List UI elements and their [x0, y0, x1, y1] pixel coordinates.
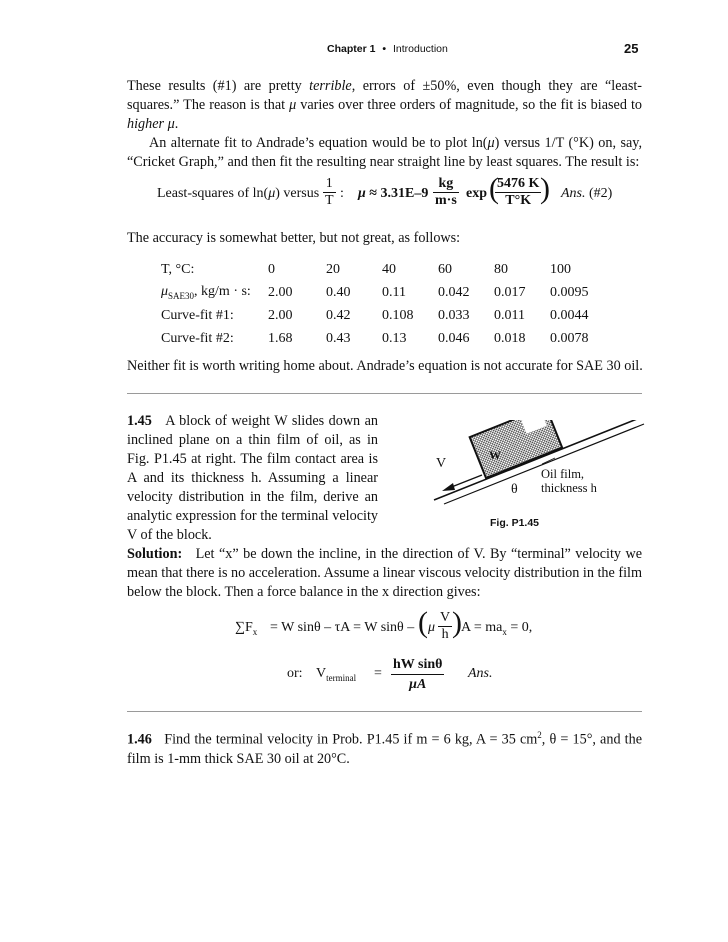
intro-paragraph-1: These results (#1) are pretty terrible, errors of ±50%, even though they are “least-squares.” The reason is that μ varies over three orders of magnitude, so the fit is biased to higher μ. — [127, 78, 643, 132]
problem-1-46: 1.46 Find the terminal velocity in Prob. P1.45 if m = 6 kg, A = 35 $cm^2$, θ = 15°, and the film is 1-mm thick SAE 30 oil at 20°C. — [127, 730, 643, 767]
oil-film-label: Oil film, thickness h — [541, 467, 597, 495]
header-bullet: • — [382, 43, 387, 55]
intro-paragraph-2: An alternate fit to Andrade’s equation would be to plot ln(μ) versus 1/T (°K) on, say, “Cricket Graph,” and then fit the resulting near straight line by least squares. The result is: — [127, 135, 642, 170]
table-row: Curve-fit #2: 1.68 0.43 0.13 0.046 0.018 0.0078 — [161, 330, 589, 346]
solution-paragraph: Solution: Let “x” be down the incline, in the direction of V. By “terminal” velocity we mean that there is no acceleration. Assume a linear viscous velocity distribution in the film below the block. Then a force balance in the x direction gives: — [127, 546, 643, 600]
section-label: Introduction — [392, 43, 448, 55]
incline-figure — [420, 420, 645, 516]
neither-sentence: Neither fit is worth writing home about. Andrade’s equation is not accurate for SAE 30 oil. — [127, 358, 643, 374]
terminal-fraction: $\frac{\text{hW sinθ}}{\mu A}$ — [393, 657, 443, 692]
velocity-arrowhead — [442, 483, 455, 491]
divider — [127, 393, 642, 394]
terminal-velocity-equation: or: $V_{terminal}$ = $\frac{\text{hW sinθ}}{\mu A}$ Ans. — [287, 657, 493, 692]
accuracy-sentence: The accuracy is somewhat better, but not great, as follows: — [127, 230, 461, 246]
running-header — [327, 43, 448, 55]
figure-caption: Fig. P1.45 — [490, 517, 540, 529]
table-row: Curve-fit #1: 2.00 0.42 0.108 0.033 0.011 0.0044 — [161, 307, 589, 323]
units-fraction: $\frac{kg}{m\cdot s}$ — [435, 176, 457, 208]
viscosity-table — [161, 258, 589, 350]
exponent-fraction: $\frac{5476 K}{T^\circ K}$ — [497, 176, 540, 208]
inverse-t-fraction: $\frac{1}{T}$ — [325, 176, 334, 208]
force-balance-equation: $\sum F_x$ = W sinθ – τA = W sinθ – ( μ $\frac{V}{h}$ ) $A = ma_x = 0$, — [235, 606, 533, 642]
table-row: T, °C: 0 20 40 60 80 100 — [161, 261, 571, 277]
velocity-label: V — [436, 456, 447, 471]
chapter-label: Chapter 1 — [327, 43, 376, 55]
problem-1-45: 1.45 A block of weight W slides down an inclined plane on a thin film of oil, as in Fig. P1.45 at right. The film contact area is A and its thickness h. Assuming a linear velocity distribution in the film, derive an analytic expression for the terminal velocity V of the block. — [127, 413, 379, 543]
velocity-arrow — [449, 475, 482, 488]
page-number: 25 — [624, 41, 639, 56]
angle-label: θ — [511, 482, 518, 497]
v-over-h-fraction: $\frac{V}{h}$ — [440, 610, 451, 642]
divider — [127, 711, 642, 712]
table-row: $\mu_{SAE30}$, kg/m · s: 2.00 0.40 0.11 0.042 0.017 0.0095 — [161, 284, 589, 301]
block-weight-label: W — [489, 448, 501, 462]
equation-2: Least-squares of ln(μ) versus $\frac{1}{T}$ : μ ≈ 3.31E–9 $\frac{kg}{m\cdot s}$ exp ( $\frac{5476 K}{T^\circ K}$ ) Ans. (#2) — [157, 172, 613, 208]
